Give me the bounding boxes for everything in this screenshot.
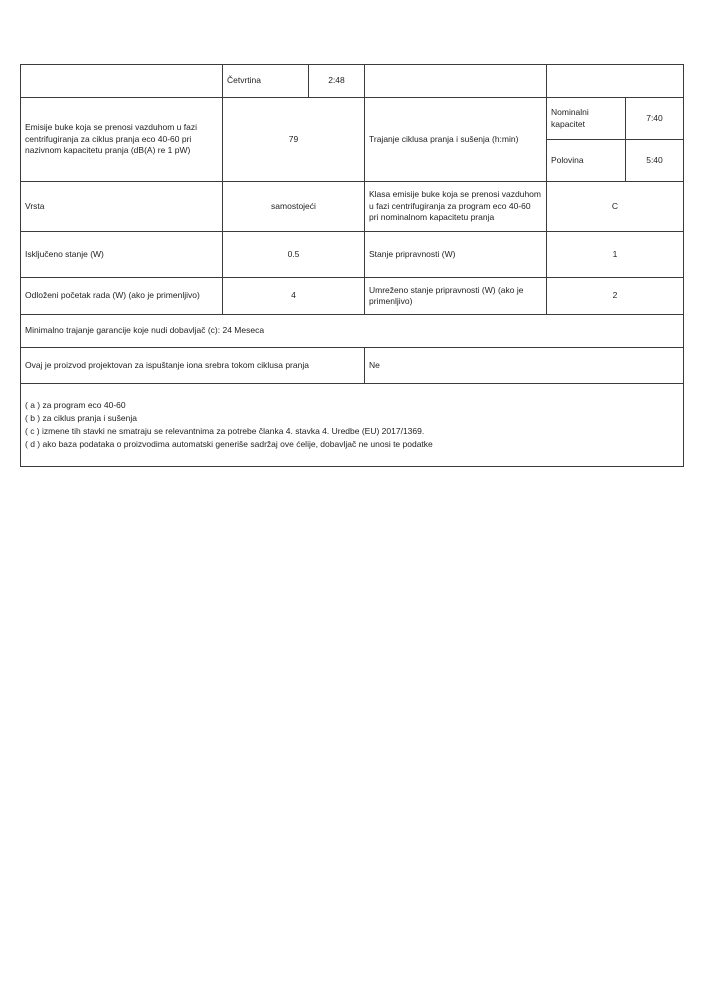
cycle-duration-label-cell: Trajanje ciklusa pranja i sušenja (h:min) — [365, 98, 547, 182]
carryover-empty-left-cell — [21, 65, 223, 98]
standby-label-cell: Stanje pripravnosti (W) — [365, 232, 547, 278]
warranty-row — [21, 315, 684, 348]
noise-class-label-cell: Klasa emisije buke koja se prenosi vazduhom u fazi centrifugiranja za program eco 40-60 pri nominalnom kapacitetu pranja — [365, 182, 547, 232]
silver-ion-value-cell: Ne — [365, 348, 684, 384]
noise-emission-value-cell: 79 — [223, 98, 365, 182]
off-standby-row — [21, 232, 684, 278]
carryover-empty-right-cell — [547, 65, 684, 98]
standby-value-cell: 1 — [547, 232, 684, 278]
duration-half-label-cell: Polovina — [547, 140, 626, 182]
footnotes-row — [21, 384, 684, 467]
footnote-a: ( a ) za program eco 40-60 — [25, 400, 126, 410]
networked-standby-value-cell: 2 — [547, 278, 684, 315]
silver-ion-row — [21, 348, 684, 384]
footnotes-cell — [21, 384, 684, 467]
off-mode-label-cell: Isključeno stanje (W) — [21, 232, 223, 278]
footnote-c: ( c ) izmene tih stavki ne smatraju se relevantnima za potrebe članka 4. stavka 4. Uredbe (EU) 2017/1369. — [25, 426, 425, 436]
carryover-empty-mid-cell — [365, 65, 547, 98]
duration-nominal-value-cell: 7:40 — [626, 98, 684, 140]
duration-half-value-cell: 5:40 — [626, 140, 684, 182]
noise-emission-label-cell: Emisije buke koja se prenosi vazduhom u fazi centrifugiranja za ciklus pranja eco 40-60 pri nazivnom kapacitetu pranja (dB(A) re 1 pW) — [21, 98, 223, 182]
duration-nominal-label-cell: Nominalni kapacitet — [547, 98, 626, 140]
delay-networked-row — [21, 278, 684, 315]
carryover-row — [21, 65, 684, 98]
footnote-b: ( b ) za ciklus pranja i sušenja — [25, 413, 137, 423]
off-mode-value-cell: 0.5 — [223, 232, 365, 278]
noise-duration-row — [21, 98, 684, 140]
delay-start-value-cell: 4 — [223, 278, 365, 315]
type-value-cell: samostojeći — [223, 182, 365, 232]
warranty-text-cell: Minimalno trajanje garancije koje nudi dobavljač (c): 24 Meseca — [21, 315, 684, 348]
carryover-label-cell: Četvrtina — [223, 65, 309, 98]
noise-class-value-cell: C — [547, 182, 684, 232]
type-noise-class-row — [21, 182, 684, 232]
silver-ion-label-cell: Ovaj je proizvod projektovan za ispuštanje iona srebra tokom ciklusa pranja — [21, 348, 365, 384]
product-information-table — [20, 64, 684, 467]
carryover-value-cell: 2:48 — [309, 65, 365, 98]
footnote-d: ( d ) ako baza podataka o proizvodima automatski generiše sadržaj ove ćelije, dobavljač ne unosi te podatke — [25, 439, 433, 449]
type-label-cell: Vrsta — [21, 182, 223, 232]
delay-start-label-cell: Odloženi početak rada (W) (ako je primenljivo) — [21, 278, 223, 315]
networked-standby-label-cell: Umreženo stanje pripravnosti (W) (ako je primenljivo) — [365, 278, 547, 315]
